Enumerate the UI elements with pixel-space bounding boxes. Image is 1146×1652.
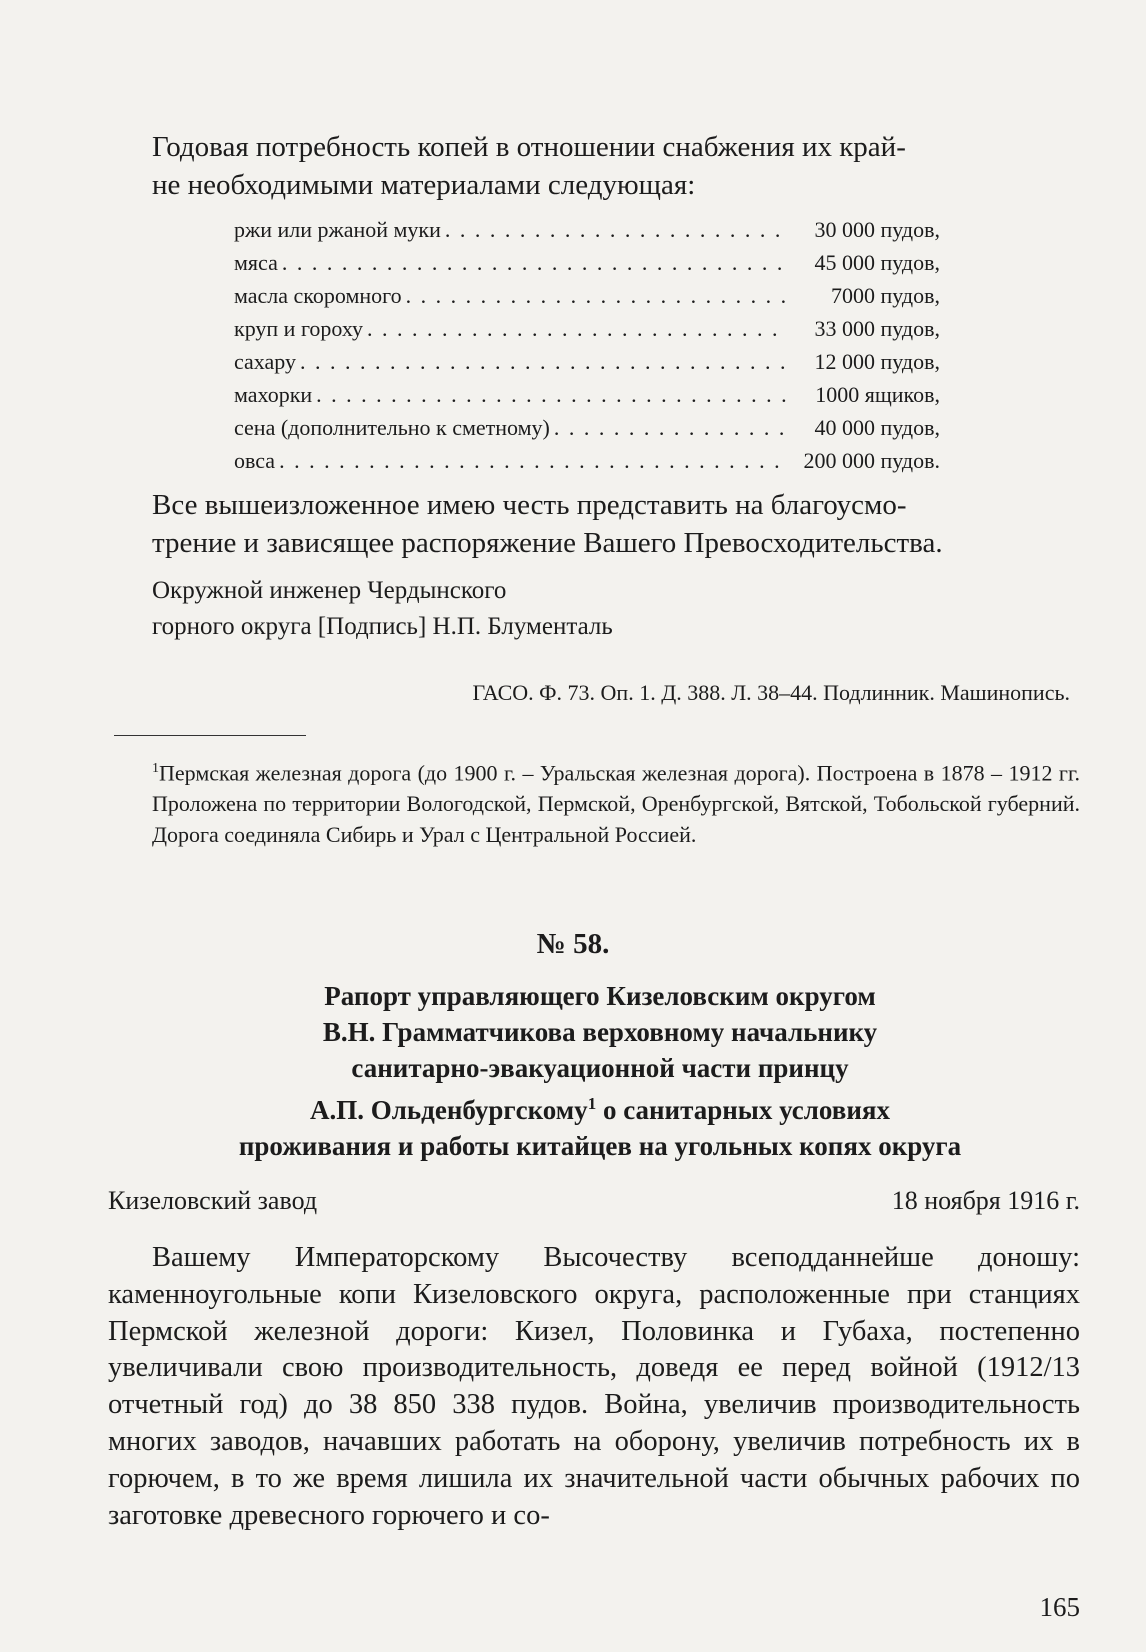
leader-dots (367, 312, 786, 345)
title-line-4b: о санитарных условиях (596, 1095, 890, 1125)
intro-line-2: не необходимыми материалами следующая: (152, 169, 696, 201)
title-footnote-mark: 1 (587, 1094, 597, 1113)
list-item (234, 378, 940, 411)
closing-paragraph (152, 486, 1080, 562)
signature-line-2: горного округа [Подпись] Н.П. Блументаль (152, 613, 613, 640)
title-line-4a: А.П. Ольденбургскому (310, 1095, 588, 1125)
title-line-1: Рапорт управляющего Кизеловским округом (324, 981, 876, 1011)
supply-name: круп и гороху (234, 316, 364, 341)
supply-value: 45 000 пудов, (814, 250, 940, 275)
supply-value: 7000 пудов, (831, 283, 940, 308)
footnote-text: Пермская железная дорога (до 1900 г. – Уральская железная дорога). Построена в 1878 – 1912 гг. Проложена по территории Вологодской, Пермской, Оренбургской, Вятской, Тобольской губерний. Дорога соединяла Сибирь и Урал с Центральной Россией. (152, 760, 1080, 848)
footnote-mark: 1 (152, 761, 159, 776)
title-line-5: проживания и работы китайцев на угольных копях округа (238, 1131, 962, 1161)
signature-block (152, 573, 613, 645)
leader-dots (282, 246, 786, 279)
supply-name: ржи или ржаной муки (234, 217, 441, 242)
leader-dots (406, 279, 786, 312)
supply-value: 200 000 пудов. (803, 448, 940, 473)
supply-name: мяса (234, 250, 278, 275)
list-item (234, 279, 940, 312)
supply-value: 33 000 пудов, (814, 316, 940, 341)
closing-line-1: Все вышеизложенное имею честь представить на благоусмо- (152, 489, 907, 521)
archive-reference: ГАСО. Ф. 73. Оп. 1. Д. 388. Л. 38–44. Подлинник. Машинопись. (472, 680, 1070, 705)
supply-value: 40 000 пудов, (814, 415, 940, 440)
title-line-4 (120, 1086, 1080, 1128)
list-item (234, 411, 940, 444)
supply-name: масла скоромного (234, 283, 402, 308)
document-date: 18 ноября 1916 г. (891, 1186, 1080, 1215)
supply-name: махорки (234, 382, 313, 407)
leader-dots (554, 411, 786, 444)
leader-dots (279, 444, 786, 477)
list-item (234, 213, 940, 246)
footnote (152, 753, 1080, 850)
page-number: 165 (1039, 1592, 1080, 1622)
supply-name: овса (234, 448, 276, 473)
title-line-2: В.Н. Грамматчикова верховному начальнику (322, 1017, 878, 1047)
document-number: № 58. (536, 928, 610, 960)
leader-dots (300, 345, 786, 378)
footnote-divider (114, 735, 306, 736)
supply-name: сена (дополнительно к сметному) (234, 415, 550, 440)
supply-value: 30 000 пудов, (814, 217, 940, 242)
document-place: Кизеловский завод (108, 1186, 318, 1215)
list-item (234, 246, 940, 279)
list-item (234, 444, 940, 477)
supply-value: 12 000 пудов, (814, 349, 940, 374)
list-item (234, 345, 940, 378)
list-item (234, 312, 940, 345)
supply-name: сахару (234, 349, 296, 374)
supplies-list (234, 213, 940, 477)
title-line-3: санитарно-эвакуационной части принцу (351, 1053, 849, 1083)
document-body (108, 1240, 1080, 1534)
supply-value: 1000 ящиков, (815, 382, 940, 407)
place-date-line (108, 1186, 1080, 1216)
document-title (120, 978, 1080, 1164)
closing-line-2: трение и зависящее распоряжение Вашего Превосходительства. (152, 527, 943, 559)
leader-dots (316, 378, 786, 411)
intro-paragraph (152, 128, 1080, 204)
leader-dots (445, 213, 786, 246)
signature-line-1: Окружной инженер Чердынского (152, 577, 507, 604)
intro-line-1: Годовая потребность копей в отношении снабжения их край- (152, 131, 906, 163)
body-paragraph: Вашему Императорскому Высочеству всеподданнейше доношу: каменноугольные копи Кизеловского округа, расположенные при станциях Пермской железной дороги: Кизел, Половинка и Губаха, постепенно увеличивали свою производительность, доведя ее перед войной (1912/13 отчетный год) до 38 850 338 пудов. Война, увеличив производительность многих заводов, начавших работать на оборону, увеличив потребность их в горючем, в то же время лишила их значительной части обычных рабочих по заготовке древесного горючего и со- (108, 1242, 1080, 1531)
